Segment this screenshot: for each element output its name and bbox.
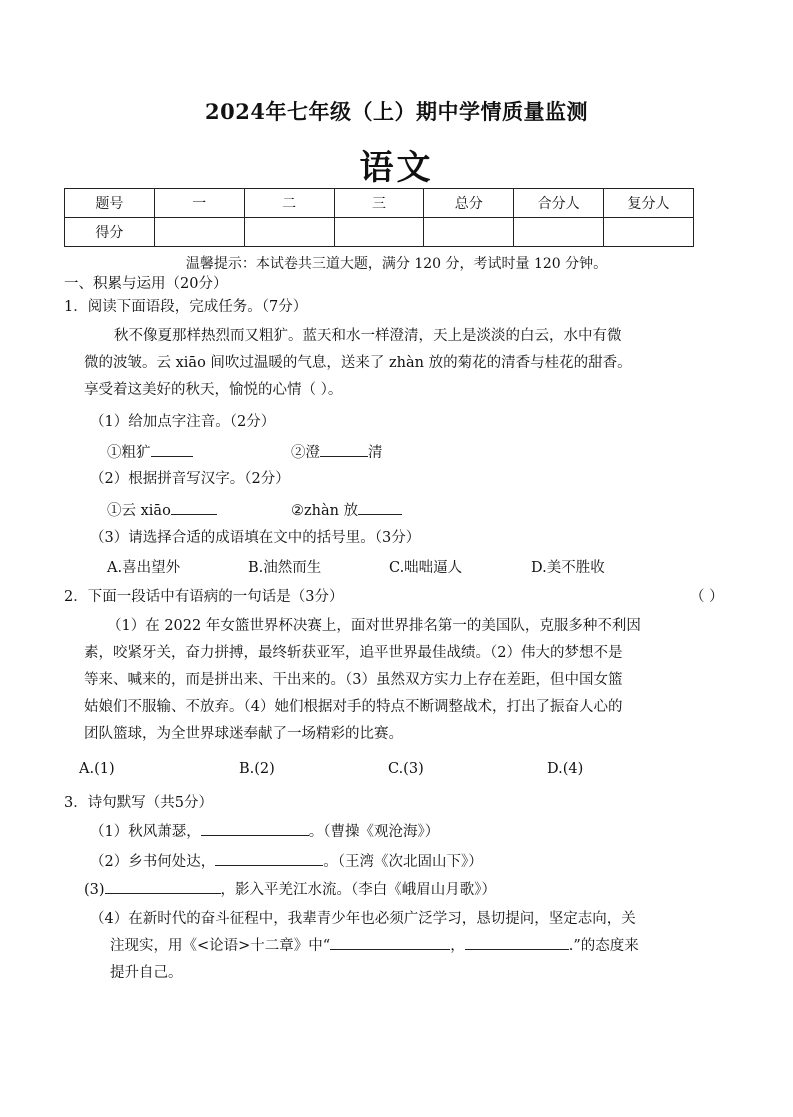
score-table-score-row	[65, 218, 694, 247]
q1-passage-line: 享受着这美好的秋天，愉悦的心情（ ）。	[84, 382, 343, 398]
score-cell-rechecker: 复分人	[604, 189, 694, 218]
q3-stem: 3．诗句默写（共5分）	[64, 795, 213, 811]
q1-passage-line: 微的波皱。云 xiāo 间吹过温暖的气息，送来了 zhàn 放的菊花的清香与桂花的甜香。	[84, 355, 632, 371]
answer-blank[interactable]	[151, 442, 193, 457]
q3-item-4-line2: 注现实，用《<论语>十二章》中“ ， .”的态度来	[110, 934, 639, 955]
q1-stem: 1．阅读下面语段，完成任务。（7分）	[64, 299, 308, 315]
q2-option-b[interactable]: B.(2)	[239, 761, 275, 777]
q2-passage-line: 团队篮球，为全世界球迷奉献了一场精彩的比赛。	[84, 726, 403, 742]
q1-option-d[interactable]: D.美不胜收	[531, 560, 605, 576]
score-input-cell[interactable]	[244, 218, 334, 247]
q1-sub1-item-b: ②澄 清	[291, 441, 383, 462]
q1-option-b[interactable]: B.油然而生	[248, 560, 322, 576]
subject-title: 语文	[359, 148, 434, 188]
answer-blank[interactable]	[320, 442, 368, 457]
answer-blank[interactable]	[171, 500, 217, 515]
answer-blank[interactable]	[358, 500, 402, 515]
q2-stem: 2．下面一段话中有语病的一句话是（3分）	[64, 589, 344, 605]
q1-sub3: （3）请选择合适的成语填在文中的括号里。（3分）	[90, 530, 421, 546]
section-1-heading: 一、积累与运用（20分）	[64, 276, 228, 292]
score-input-cell[interactable]	[424, 218, 514, 247]
q2-option-a[interactable]: A.(1)	[79, 761, 115, 777]
q3-item-2: （2）乡书何处达， 。（王湾《次北固山下》）	[90, 850, 483, 871]
score-cell-label: 题号	[65, 189, 155, 218]
score-input-cell[interactable]	[514, 218, 604, 247]
score-cell-tallier: 合分人	[514, 189, 604, 218]
score-input-cell[interactable]	[604, 218, 694, 247]
score-cell-section-1: 一	[154, 189, 244, 218]
score-table	[64, 188, 694, 247]
score-input-cell[interactable]	[154, 218, 244, 247]
answer-blank[interactable]	[465, 935, 569, 950]
q2-passage-line: （1）在 2022 年女篮世界杯决赛上，面对世界排名第一的美国队，克服多种不利因	[107, 618, 641, 634]
q2-answer-paren[interactable]: （ ）	[690, 589, 724, 605]
score-input-cell[interactable]	[334, 218, 424, 247]
q1-sub1-item-a: ①粗犷	[107, 441, 193, 462]
q3-item-4-line3: 提升自己。	[110, 965, 183, 981]
exam-tip: 温馨提示：本试卷共三道大题，满分 120 分，考试时量 120 分钟。	[185, 256, 608, 272]
q3-item-3: (3) ，影入平羌江水流。（李白《峨眉山月歌》）	[84, 878, 496, 899]
q2-passage-line: 姑娘们不服输、不放弃。（4）她们根据对手的特点不断调整战术，打出了振奋人心的	[84, 699, 623, 715]
q1-option-c[interactable]: C.咄咄逼人	[389, 560, 463, 576]
score-table-header-row	[65, 189, 694, 218]
q2-passage-line: 素，咬紧牙关，奋力拼搏，最终斩获亚军，追平世界最佳战绩。（2）伟大的梦想不是	[84, 645, 623, 661]
answer-blank[interactable]	[201, 821, 309, 836]
score-row-label: 得分	[65, 218, 155, 247]
q1-sub2-item-b: ②zhàn 放	[291, 499, 402, 520]
score-cell-total: 总分	[424, 189, 514, 218]
score-cell-section-2: 二	[244, 189, 334, 218]
answer-blank[interactable]	[105, 879, 221, 894]
q2-option-c[interactable]: C.(3)	[388, 761, 424, 777]
q1-sub1: （1）给加点字注音。（2分）	[90, 414, 276, 430]
score-cell-section-3: 三	[334, 189, 424, 218]
q1-option-a[interactable]: A.喜出望外	[107, 560, 181, 576]
exam-title: 2024年七年级（上）期中学情质量监测	[205, 99, 588, 124]
q2-passage-line: 等来、喊来的，而是拼出来、干出来的。（3）虽然双方实力上存在差距，但中国女篮	[84, 672, 623, 688]
answer-blank[interactable]	[215, 851, 323, 866]
q3-item-4-line1: （4）在新时代的奋斗征程中，我辈青少年也必须广泛学习，恳切提问，坚定志向，关	[90, 911, 636, 927]
q2-option-d[interactable]: D.(4)	[547, 761, 584, 777]
q1-passage-line: 秋不像夏那样热烈而又粗犷。蓝天和水一样澄清，天上是淡淡的白云，水中有微	[114, 328, 622, 344]
q3-item-1: （1）秋风萧瑟， 。（曹操《观沧海》）	[90, 820, 439, 841]
q1-sub2: （2）根据拼音写汉字。（2分）	[90, 471, 290, 487]
answer-blank[interactable]	[330, 935, 450, 950]
q1-sub2-item-a: ①云 xiāo	[107, 499, 217, 520]
